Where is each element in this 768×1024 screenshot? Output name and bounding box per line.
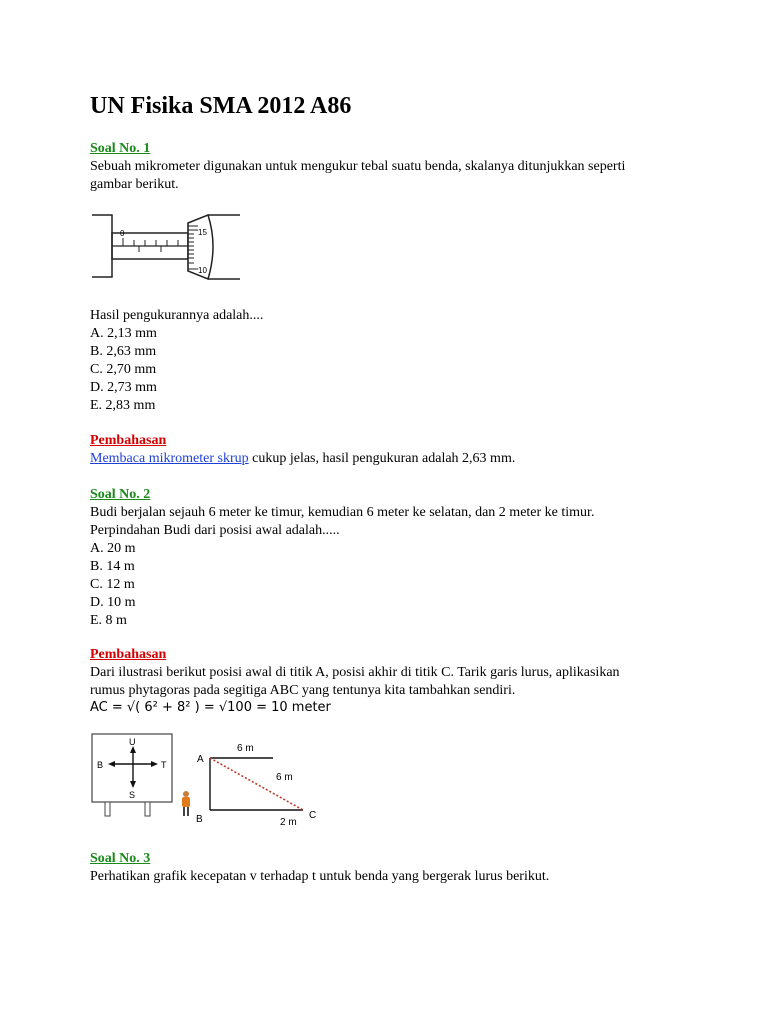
top-length: 6 m: [237, 743, 254, 754]
p1-text-rest: cukup jelas, hasil pengukuran adalah 2,63 mm.: [248, 451, 516, 466]
p2-text-line1: Dari ilustrasi berikut posisi awal di titik A, posisi akhir di titik C. Tarik garis lurus, aplikasikan: [90, 665, 620, 680]
q2-option-b: B. 14 m: [90, 559, 135, 574]
q2-label: Soal No. 2: [90, 487, 151, 502]
q1-label: Soal No. 1: [90, 141, 151, 156]
q1-text-line2: gambar berikut.: [90, 177, 179, 192]
compass-b: B: [97, 760, 104, 770]
point-a: A: [197, 754, 204, 765]
q2-option-c: C. 12 m: [90, 577, 135, 592]
p1-label: Pembahasan: [90, 433, 167, 448]
side-length: 6 m: [276, 772, 293, 783]
q2-option-d: D. 10 m: [90, 595, 136, 610]
micrometer-figure: [90, 205, 250, 285]
point-c: C: [309, 810, 317, 821]
compass-t: T: [161, 760, 167, 770]
thimble-label-10: 10: [198, 266, 207, 275]
q3-label: Soal No. 3: [90, 851, 151, 866]
point-b: B: [196, 814, 203, 825]
bottom-length: 2 m: [280, 817, 297, 828]
page-title: UN Fisika SMA 2012 A86: [90, 93, 352, 119]
q1-text-line1: Sebuah mikrometer digunakan untuk mengukur tebal suatu benda, skalanya ditunjukkan seperti: [90, 159, 626, 174]
p1-text: [90, 450, 515, 468]
p2-formula: AC = √( 6² + 8² ) = √100 = 10 meter: [90, 700, 331, 715]
q1-option-c: C. 2,70 mm: [90, 362, 157, 377]
q1-option-e: E. 2,83 mm: [90, 398, 156, 413]
q1-question: Hasil pengukurannya adalah....: [90, 308, 264, 323]
thimble-label-15: 15: [198, 228, 207, 237]
mikrometer-link[interactable]: Membaca mikrometer skrup: [90, 451, 249, 466]
q1-option-b: B. 2,63 mm: [90, 344, 157, 359]
q1-option-d: D. 2,73 mm: [90, 380, 157, 395]
compass-u: U: [129, 737, 136, 747]
q1-option-a: A. 2,13 mm: [90, 326, 157, 341]
q2-text-line2: Perpindahan Budi dari posisi awal adalah.....: [90, 523, 340, 538]
displacement-figure: [90, 730, 340, 830]
main-scale-zero: 0: [120, 229, 125, 238]
q2-option-e: E. 8 m: [90, 613, 127, 628]
p2-label: Pembahasan: [90, 647, 167, 662]
person-icon: [182, 791, 190, 816]
q2-text-line1: Budi berjalan sejauh 6 meter ke timur, kemudian 6 meter ke selatan, dan 2 meter ke timur.: [90, 505, 595, 520]
compass-s: S: [129, 790, 136, 800]
q2-option-a: A. 20 m: [90, 541, 136, 556]
p2-text-line2: rumus phytagoras pada segitiga ABC yang tentunya kita tambahkan sendiri.: [90, 683, 516, 698]
q3-text: Perhatikan grafik kecepatan v terhadap t untuk benda yang bergerak lurus berikut.: [90, 869, 550, 884]
